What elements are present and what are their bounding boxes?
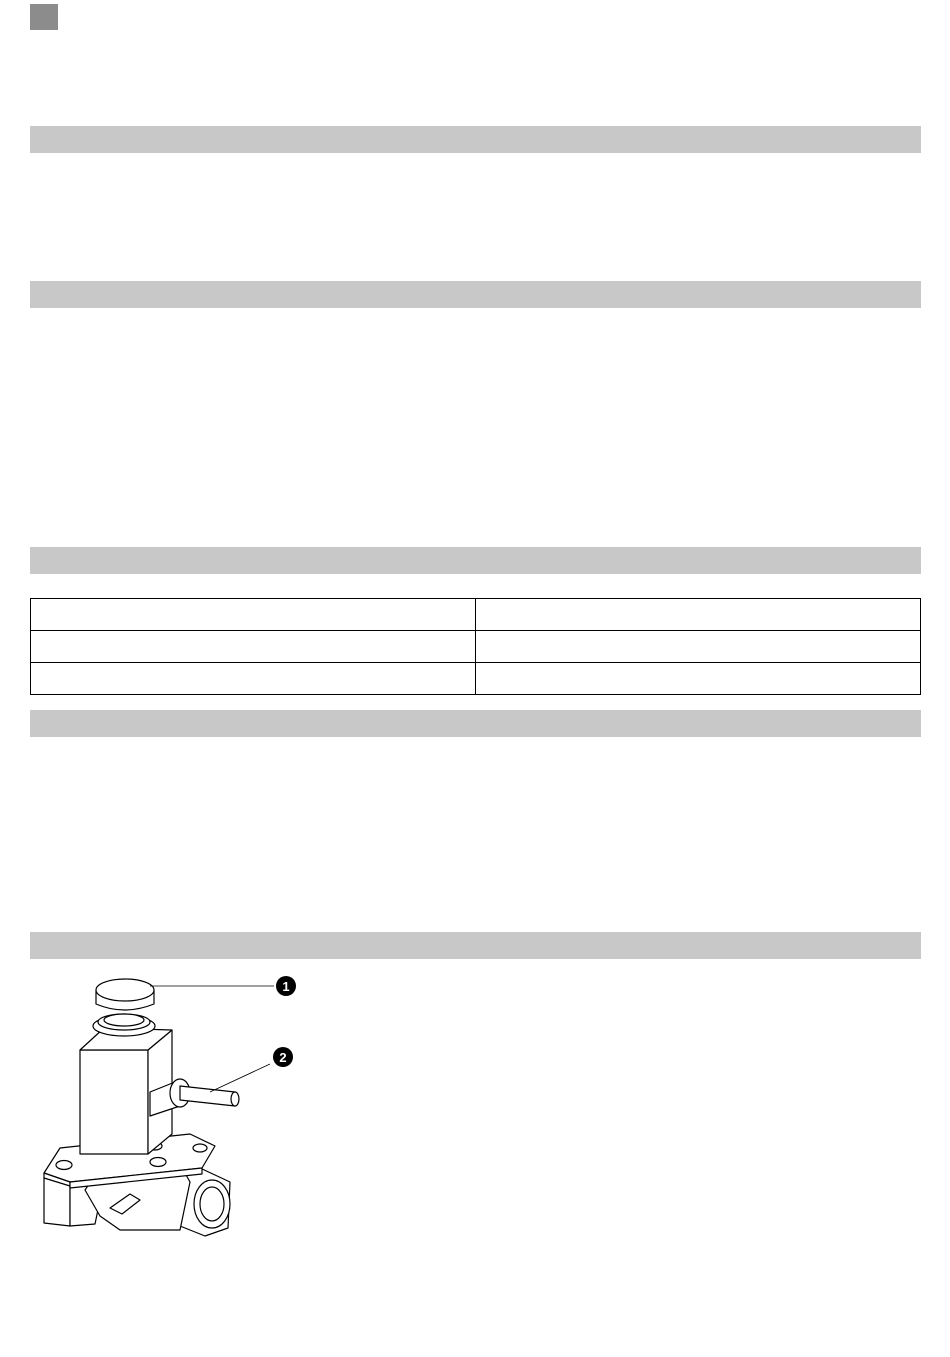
callout-1-label: 1	[282, 979, 290, 994]
section-header-1	[30, 126, 921, 153]
table-row	[31, 663, 921, 695]
table-cell	[31, 663, 476, 695]
section-header-5	[30, 932, 921, 959]
section-header-3	[30, 547, 921, 574]
table-cell	[476, 631, 921, 663]
section-header-2	[30, 281, 921, 308]
callout-2-label: 2	[279, 1050, 287, 1065]
spec-table	[30, 598, 921, 695]
section-header-4	[30, 710, 921, 737]
table-cell	[31, 599, 476, 631]
table-cell	[476, 663, 921, 695]
table-cell	[31, 631, 476, 663]
table-cell	[476, 599, 921, 631]
corner-marker	[30, 4, 58, 30]
table-row	[31, 631, 921, 663]
solenoid-valve-illustration	[30, 968, 310, 1243]
table-row	[31, 599, 921, 631]
